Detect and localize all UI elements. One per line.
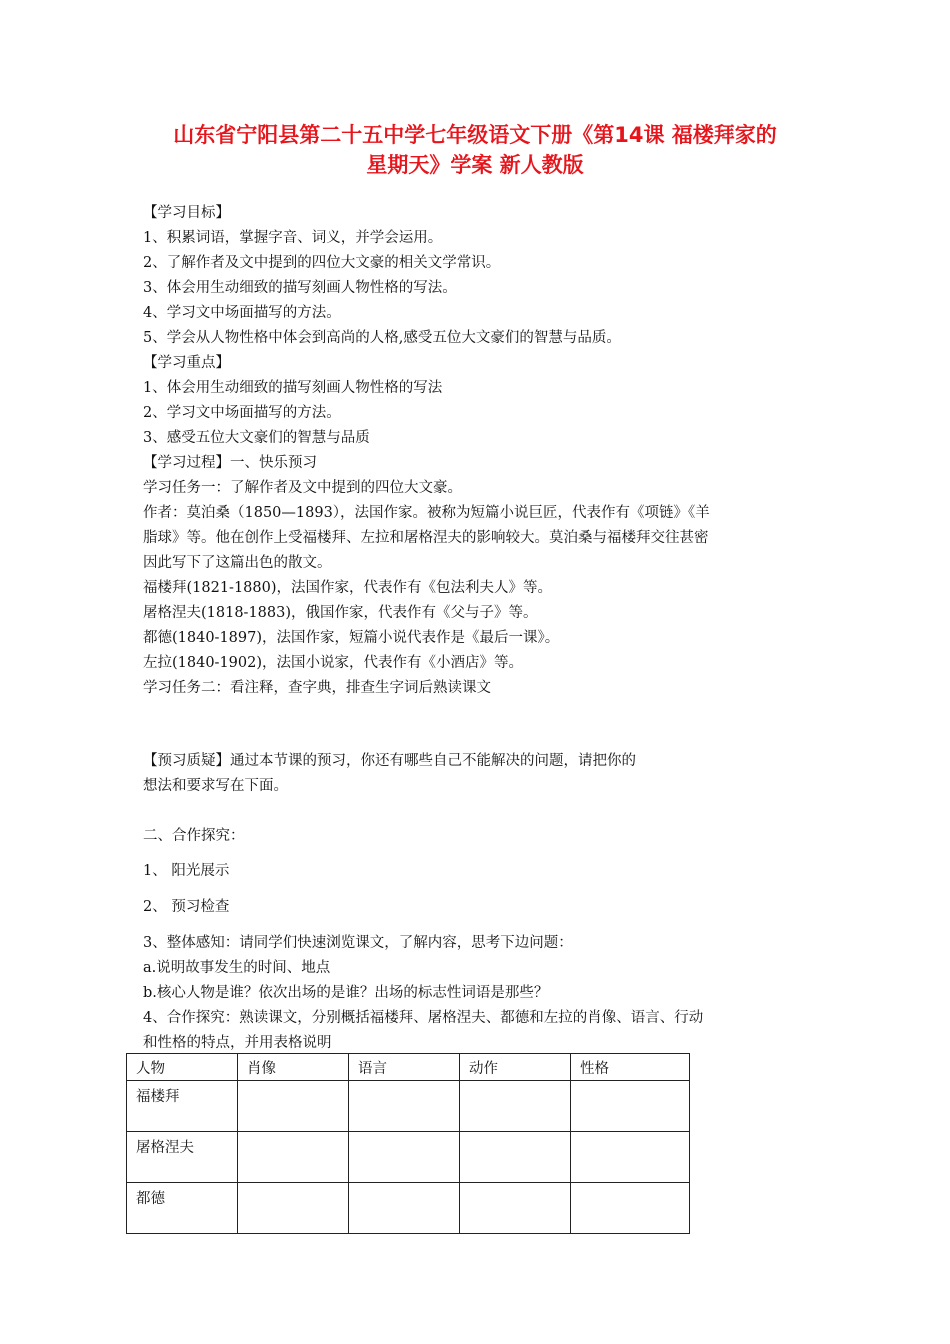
header-portrait: 肖像 xyxy=(238,1054,349,1081)
header-action: 动作 xyxy=(460,1054,571,1081)
row-label-daudet: 都德 xyxy=(127,1183,238,1234)
key-point-3: 3、感受五位大文豪们的智慧与品质 xyxy=(143,430,370,446)
table-row xyxy=(127,1081,690,1132)
table-cell[interactable] xyxy=(349,1081,460,1132)
item-cooperative-inquiry-cont: 和性格的特点，并用表格说明 xyxy=(143,1035,332,1051)
table-cell[interactable] xyxy=(571,1132,690,1183)
document-title xyxy=(100,120,850,180)
goal-3: 3、体会用生动细致的描写刻画人物性格的写法。 xyxy=(143,280,457,296)
heading-learning-process: 【学习过程】一、快乐预习 xyxy=(143,455,317,471)
author-line-2: 脂球》等。他在创作上受福楼拜、左拉和屠格涅夫的影响较大。莫泊桑与福楼拜交往甚密 xyxy=(143,530,709,546)
goal-5: 5、学会从人物性格中体会到高尚的人格,感受五位大文豪们的智慧与品质。 xyxy=(143,330,621,346)
turgenev-info: 屠格涅夫(1818-1883)，俄国作家，代表作有《父与子》等。 xyxy=(143,605,538,621)
item-preview-check: 2、 预习检查 xyxy=(143,899,230,915)
header-language: 语言 xyxy=(349,1054,460,1081)
table-row xyxy=(127,1132,690,1183)
flaubert-info: 福楼拜(1821-1880)，法国作家，代表作有《包法利夫人》等。 xyxy=(143,580,553,596)
preview-question-line-2: 想法和要求写在下面。 xyxy=(143,778,288,794)
item-sunshine-display: 1、 阳光展示 xyxy=(143,863,230,879)
heading-key-points: 【学习重点】 xyxy=(143,355,230,371)
title-line-2: 星期天》学案 新人教版 xyxy=(366,153,584,177)
key-point-2: 2、学习文中场面描写的方法。 xyxy=(143,405,341,421)
row-label-turgenev: 屠格涅夫 xyxy=(127,1132,238,1183)
table-cell[interactable] xyxy=(460,1132,571,1183)
table-cell[interactable] xyxy=(238,1081,349,1132)
table-header-row xyxy=(127,1054,690,1081)
goal-2: 2、了解作者及文中提到的四位大文豪的相关文学常识。 xyxy=(143,255,501,271)
table-row xyxy=(127,1183,690,1234)
heading-learning-goals: 【学习目标】 xyxy=(143,205,230,221)
goal-4: 4、学习文中场面描写的方法。 xyxy=(143,305,341,321)
item-overall-perception: 3、整体感知：请同学们快速浏览课文，了解内容，思考下边问题： xyxy=(143,935,573,951)
table-cell[interactable] xyxy=(349,1183,460,1234)
task-two: 学习任务二：看注释，查字典，排查生字词后熟读课文 xyxy=(143,680,491,696)
table-cell[interactable] xyxy=(571,1183,690,1234)
table-cell[interactable] xyxy=(238,1132,349,1183)
table-cell[interactable] xyxy=(460,1183,571,1234)
header-character: 人物 xyxy=(127,1054,238,1081)
goal-1: 1、积累词语，掌握字音、词义，并学会运用。 xyxy=(143,230,443,246)
daudet-info: 都德(1840-1897)，法国作家，短篇小说代表作是《最后一课》。 xyxy=(143,630,560,646)
zola-info: 左拉(1840-1902)，法国小说家，代表作有《小酒店》等。 xyxy=(143,655,524,671)
key-point-1: 1、体会用生动细致的描写刻画人物性格的写法 xyxy=(143,380,443,396)
title-line-1: 山东省宁阳县第二十五中学七年级语文下册《第14课 福楼拜家的 xyxy=(173,123,777,147)
row-label-flaubert: 福楼拜 xyxy=(127,1081,238,1132)
table-cell[interactable] xyxy=(238,1183,349,1234)
character-table xyxy=(126,1053,690,1234)
item-cooperative-inquiry: 4、合作探究：熟读课文，分别概括福楼拜、屠格涅夫、都德和左拉的肖像、语言、行动 xyxy=(143,1010,704,1026)
author-line-1: 作者：莫泊桑（1850—1893），法国作家。被称为短篇小说巨匠，代表作有《项链》《羊 xyxy=(143,505,710,521)
table-cell[interactable] xyxy=(460,1081,571,1132)
heading-cooperative-exploration: 二、合作探究： xyxy=(143,828,245,844)
table-cell[interactable] xyxy=(349,1132,460,1183)
task-one: 学习任务一：了解作者及文中提到的四位大文豪。 xyxy=(143,480,462,496)
author-line-3: 因此写下了这篇出色的散文。 xyxy=(143,555,332,571)
question-b: b.核心人物是谁？依次出场的是谁？出场的标志性词语是那些？ xyxy=(143,985,549,1001)
question-a: a.说明故事发生的时间、地点 xyxy=(143,960,331,976)
preview-question-line-1: 【预习质疑】通过本节课的预习，你还有哪些自己不能解决的问题，请把你的 xyxy=(143,753,636,769)
table-cell[interactable] xyxy=(571,1081,690,1132)
header-personality: 性格 xyxy=(571,1054,690,1081)
